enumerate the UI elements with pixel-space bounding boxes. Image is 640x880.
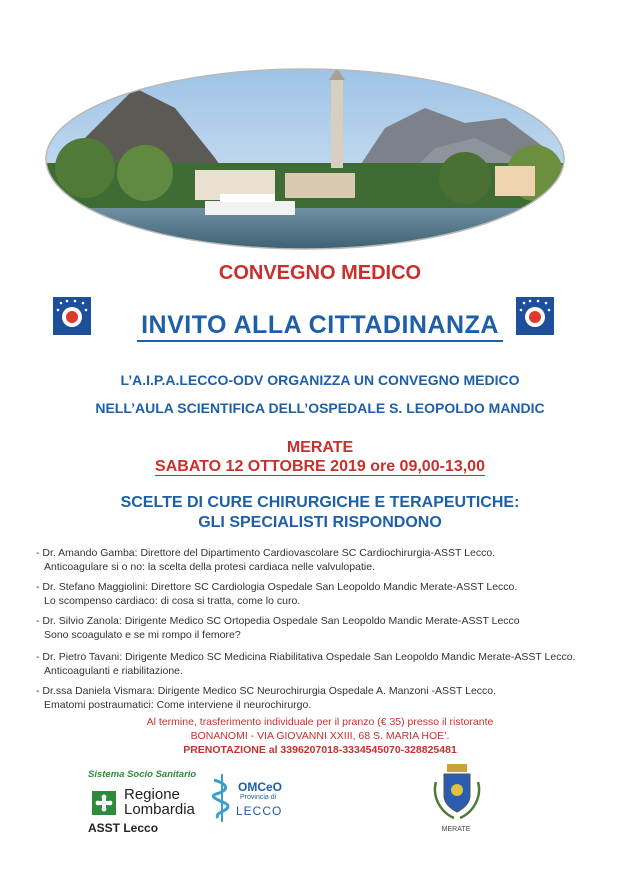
- speaker-name: - Dr. Silvio Zanola: Dirigente Medico SC Ortopedia Ospedale San Leopoldo Mandic Merate-ASST Lecco: [36, 615, 520, 627]
- regione-lombardia-logo: [88, 769, 218, 839]
- venue-line: NELL’AULA SCIENTIFICA DELL’OSPEDALE S. LEOPOLDO MANDIC: [95, 400, 545, 416]
- speaker-name: - Dr. Amando Gamba: Direttore del Dipartimento Cardiovascolare SC Cardiochirurgia-ASST Lecco.: [36, 547, 496, 559]
- speaker-name: - Dr.ssa Daniela Vismara: Dirigente Medico SC Neurochirurgia Ospedale A. Manzoni -ASST Lecco.: [36, 685, 497, 697]
- booking-phone: PRENOTAZIONE al 3396207018-3334545070-328825481: [183, 744, 457, 756]
- regione-name-line2: Lombardia: [124, 801, 195, 818]
- organizer-line: L’A.I.P.A.LECCO-ODV ORGANIZZA UN CONVEGNO MEDICO: [120, 372, 520, 388]
- speaker-name: - Dr. Stefano Maggiolini: Direttore SC Cardiologia Ospedale San Leopoldo Mandic Merate-ASST Lecco.: [36, 581, 518, 593]
- event-city: MERATE: [286, 439, 354, 456]
- speaker-item: [36, 614, 596, 642]
- event-type-title: CONVEGNO MEDICO: [218, 262, 422, 284]
- event-date-text: SABATO 12 OTTOBRE 2019 ore 09,00-13,00: [155, 458, 485, 475]
- omceo-province: Provincia di: [240, 794, 277, 801]
- restaurant-address: BONANOMI - VIA GIOVANNI XXIII, 68 S. MARIA HOE’.: [190, 730, 450, 742]
- regione-name-line1: Regione: [124, 786, 180, 803]
- speaker-name: - Dr. Pietro Tavani: Dirigente Medico SC Medicina Riabilitativa Ospedale San Leopoldo Mandic Merate-ASST Lecco.: [36, 651, 576, 663]
- lake-photo: [45, 68, 565, 250]
- speaker-talk: Lo scompenso cardiaco: di cosa si tratta, come lo curo.: [44, 595, 301, 607]
- crest-label: MERATE: [441, 826, 471, 833]
- event-date: [0, 458, 640, 476]
- lunch-note: Al termine, trasferimento individuale per il pranzo (€ 35) presso il ristorante: [146, 716, 494, 728]
- omceo-name: OMCeO: [238, 780, 283, 794]
- speaker-talk: Anticoagulanti e riabilitazione.: [44, 665, 183, 677]
- speaker-talk: Ematomi postraumatici: Come interviene il neurochirurgo.: [44, 699, 312, 711]
- merate-crest-icon: [430, 762, 484, 832]
- regione-name: [124, 787, 195, 817]
- caduceus-icon: [208, 772, 236, 824]
- invitation-title-text: INVITO ALLA CITTADINANZA: [137, 311, 503, 342]
- speaker-talk: Anticoagulare si o no: la scelta della protesi cardiaca nelle valvulopatie.: [44, 561, 375, 573]
- speaker-item: [36, 546, 596, 574]
- lombardia-cross-icon: [92, 791, 116, 815]
- speaker-item: [36, 650, 596, 678]
- regione-system-label: Sistema Socio Sanitario: [88, 769, 197, 780]
- topic-line-2: GLI SPECIALISTI RISPONDONO: [198, 514, 442, 531]
- speaker-talk: Sono scoagulato e se mi rompo il femore?: [44, 629, 241, 641]
- speaker-item: [36, 684, 596, 712]
- speaker-item: [36, 580, 596, 608]
- topic-line-1: SCELTE DI CURE CHIRURGICHE E TERAPEUTICHE:: [120, 494, 520, 511]
- omceo-city: LECCO: [236, 804, 283, 818]
- association-logo-icon: [516, 297, 554, 335]
- asst-label: ASST Lecco: [88, 821, 159, 835]
- omceo-logo: [206, 768, 286, 828]
